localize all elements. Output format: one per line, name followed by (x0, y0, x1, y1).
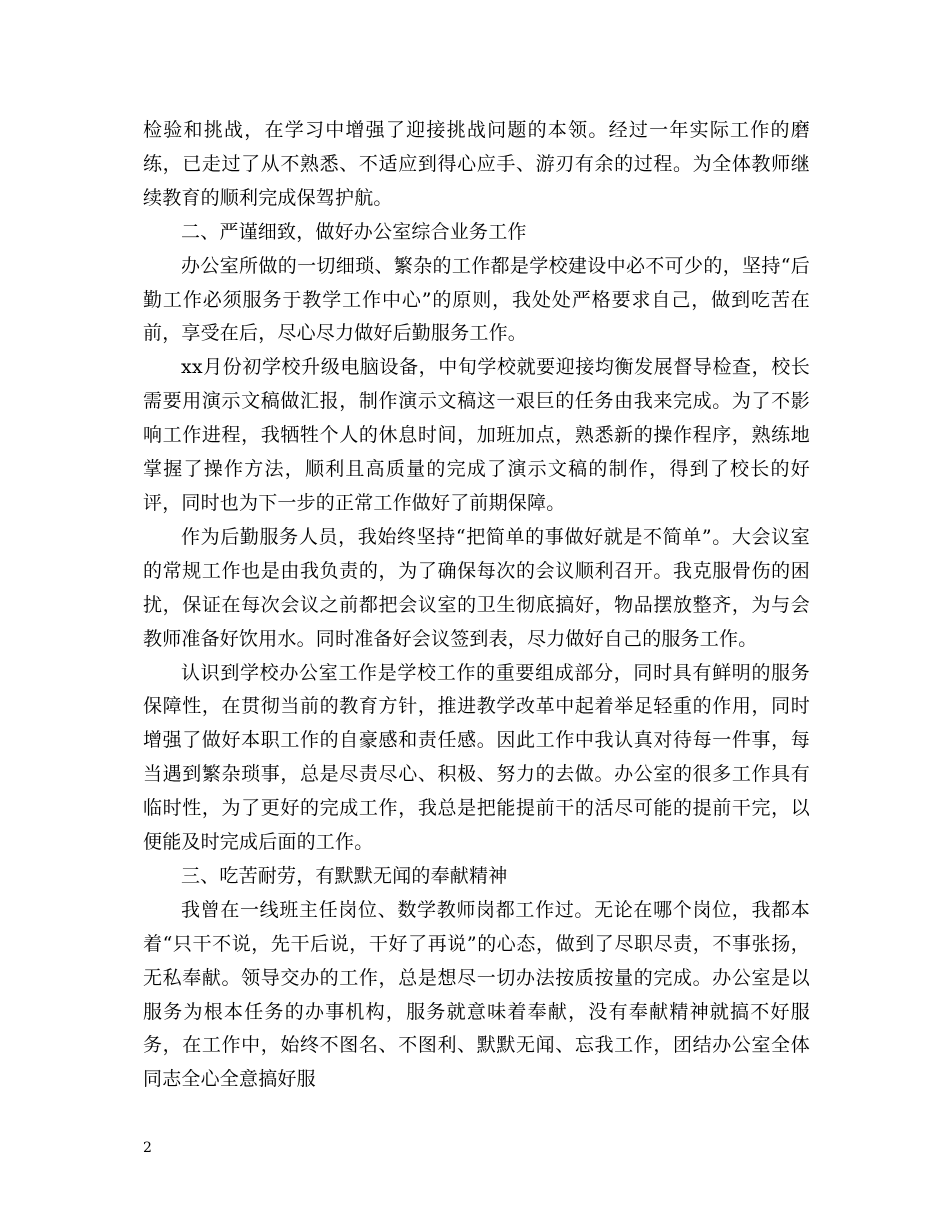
section-heading-2: 二、严谨细致，做好办公室综合业务工作 (181, 220, 527, 243)
document-body (143, 114, 810, 1097)
paragraph-continuation: 检验和挑战，在学习中增强了迎接挑战问题的本领。经过一年实际工作的磨练，已走过了从不熟悉、不适应到得心应手、游刃有余的过程。为全体教师继续教育的顺利完成保驾护航。 (143, 119, 810, 209)
paragraph: 作为后勤服务人员，我始终坚持“把简单的事做好就是不简单”。大会议室的常规工作也是由我负责的，为了确保每次的会议顺利召开。我克服骨伤的困扰，保证在每次会议之前都把会议室的卫生彻底搞好，物品摆放整齐，为与会教师准备好饮用水。同时准备好会议签到表，尽力做好自己的服务工作。 (143, 525, 810, 650)
section-heading-3: 三、吃苦耐劳，有默默无闻的奉献精神 (181, 864, 508, 887)
paragraph: 认识到学校办公室工作是学校工作的重要组成部分，同时具有鲜明的服务保障性，在贯彻当前的教育方针，推进教学改革中起着举足轻重的作用，同时增强了做好本职工作的自豪感和责任感。因此工作中我认真对待每一件事，每当遇到繁杂琐事，总是尽责尽心、积极、努力的去做。办公室的很多工作具有临时性，为了更好的完成工作，我总是把能提前干的活尽可能的提前干完，以便能及时完成后面的工作。 (143, 661, 810, 854)
paragraph: 办公室所做的一切细琐、繁杂的工作都是学校建设中必不可少的，坚持“后勤工作必须服务于教学工作中心”的原则，我处处严格要求自己，做到吃苦在前，享受在后，尽心尽力做好后勤服务工作。 (143, 254, 810, 345)
paragraph: 我曾在一线班主任岗位、数学教师岗都工作过。无论在哪个岗位，我都本着“只干不说，先干后说，干好了再说”的心态，做到了尽职尽责，不事张扬，无私奉献。领导交办的工作，总是想尽一切办法按质按量的完成。办公室是以服务为根本任务的办事机构，服务就意味着奉献，没有奉献精神就搞不好服务，在工作中，始终不图名、不图利、默默无闻、忘我工作，团结办公室全体同志全心全意搞好服 (143, 898, 810, 1091)
page-number: 2 (143, 1140, 152, 1156)
paragraph: xx月份初学校升级电脑设备，中旬学校就要迎接均衡发展督导检查，校长需要用演示文稿做汇报，制作演示文稿这一艰巨的任务由我来完成。为了不影响工作进程，我牺牲个人的休息时间，加班加点，熟悉新的操作程序，熟练地掌握了操作方法，顺利且高质量的完成了演示文稿的制作，得到了校长的好评，同时也为下一步的正常工作做好了前期保障。 (143, 356, 810, 514)
